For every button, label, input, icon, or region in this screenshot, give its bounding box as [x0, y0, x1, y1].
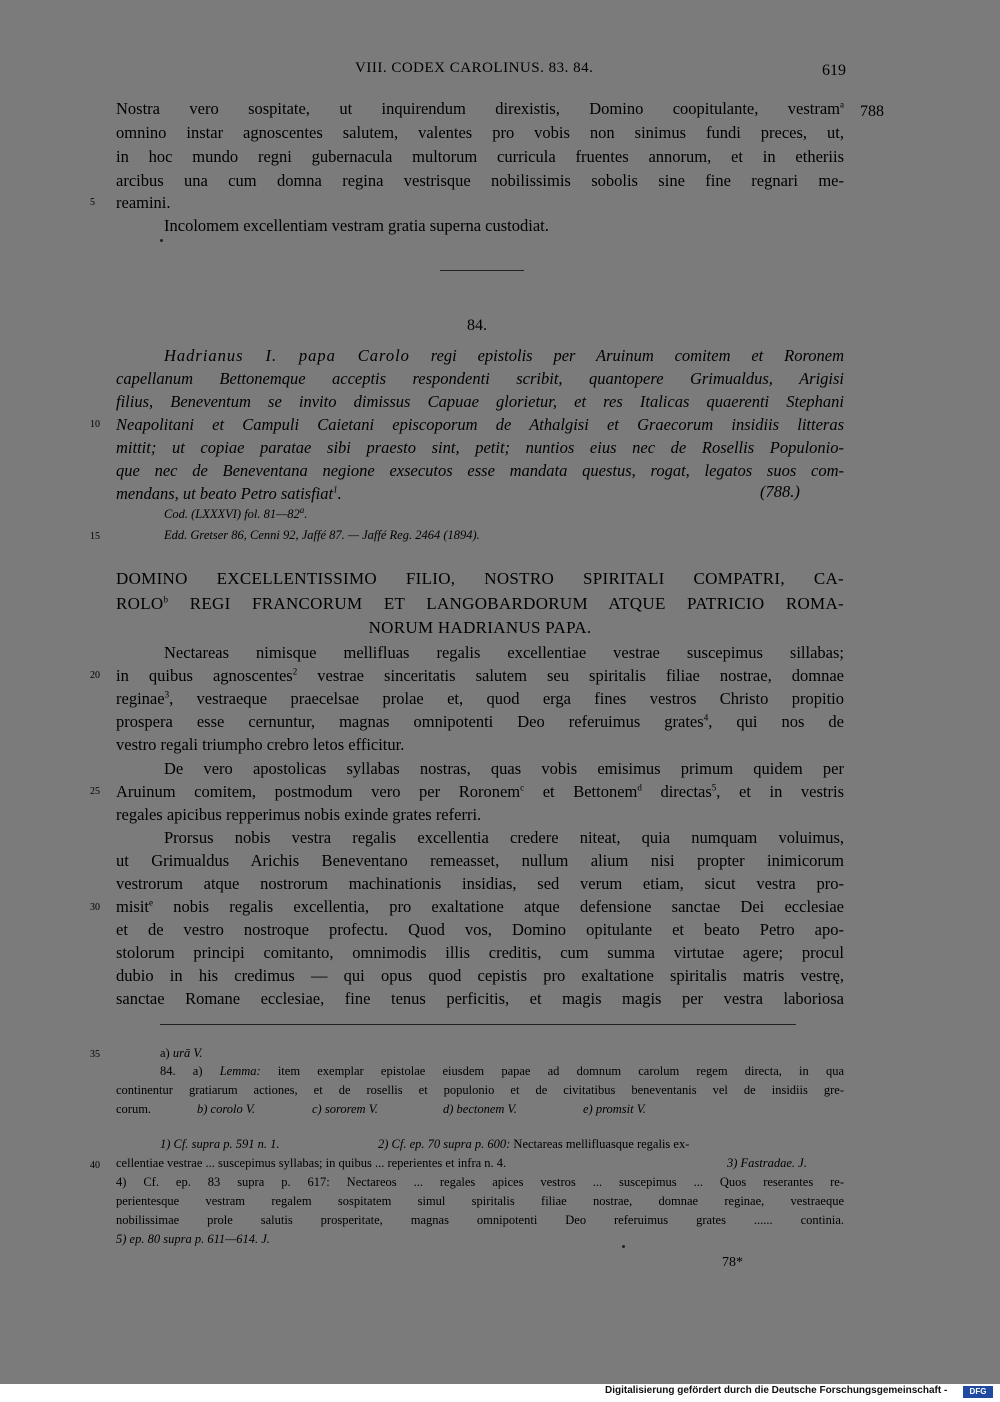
footnote-84-line-3: corum. [116, 1102, 152, 1116]
editions-reference: Edd. Gretser 86, Cenni 92, Jaffé 87. — Jaffé Reg. 2464 (1894). [164, 528, 480, 542]
body-line-10: ut Grimualdus Arichis Beneventano remeasset, nullum alium nisi propter inimicorum [116, 851, 844, 870]
reference-1: 1) Cf. supra p. 591 n. 1. [160, 1137, 280, 1151]
page-number: 619 [822, 62, 846, 79]
letter-address-line-2: ROLO$^b$ REGI FRANCORUM ET LANGOBARDORUM ATQUE PATRICIO ROMA- [116, 594, 844, 613]
footnote-a: a) urā V. [160, 1046, 203, 1060]
summary-line-2: capellanum Bettonemque acceptis respondenti scribit, quantopere Grimualdus, Arigisi [116, 369, 844, 388]
speck [160, 239, 163, 242]
reference-5: 5) ep. 80 supra p. 611—614. J. [116, 1232, 270, 1246]
summary-line-4: Neapolitani et Campuli Caietani episcoporum de Athalgisi et Graecorum insidiis litteras [116, 415, 844, 434]
running-header: VIII. CODEX CAROLINUS. 83. 84. [355, 60, 594, 76]
footnote-c: c) sororem V. [312, 1102, 378, 1116]
intro-line-1: Nostra vero sospitate, ut inquirendum direxistis, Domino coopitulante, vestram$^a$ [116, 99, 844, 118]
letter-address-line-1: DOMINO EXCELLENTISSIMO FILIO, NOSTRO SPIRITALI COMPATRI, CA- [116, 569, 844, 588]
summary-date: (788.) [760, 482, 800, 501]
summary-line-3: filius, Beneventum se invito dimissus Capuae glorietur, et res Italicas quaerenti Stephani [116, 392, 844, 411]
body-line-3: reginae$^3$, vestraeque praecelsae prolae et, quod erga fines vestros Christo propitio [116, 689, 844, 708]
line-number: 15 [90, 531, 100, 542]
footnote-d: d) bectonem V. [443, 1102, 517, 1116]
body-line-5: vestro regali triumpho crebro letos efficitur. [116, 735, 405, 754]
line-number: 10 [90, 419, 100, 430]
footnote-b: b) corolo V. [197, 1102, 255, 1116]
intro-line-5: reamini. [116, 193, 171, 212]
document-number: 84. [467, 317, 487, 334]
body-line-12: misit$^e$ nobis regalis excellentia, pro exaltatione atque defensione sanctae Dei ecclesiae [116, 897, 844, 916]
body-line-2: in quibus agnoscentes$^2$ vestrae sinceritatis salutem seu spiritalis filiae nostrae, domnae [116, 666, 844, 685]
body-line-4: prospera esse cernuntur, magnas omnipotenti Deo referuimus grates$^4$, qui nos de [116, 712, 844, 731]
intro-line-4: arcibus una cum domna regina vestrisque nobilissimis sobolis sine fine regnari me- [116, 171, 844, 190]
body-line-15: dubio in his credimus — qui opus quod cepistis pro exaltatione spiritalis matris vestrę, [116, 966, 844, 985]
intro-line-3: in hoc mundo regni gubernacula multorum curricula fruentes annorum, et in etheriis [116, 147, 844, 166]
body-line-11: vestrorum atque nostrorum machinationis insidias, sed verum etiam, sicut vestra pro- [116, 874, 844, 893]
footnote-84-line-1: 84. a) Lemma: item exemplar epistolae eiusdem papae ad domnum carolum regem directa, in qua [160, 1064, 844, 1078]
footnote-84-line-2: continentur gratiarum actiones, et de rosellis et populonio et de civitatibus beneventanis vel de insidiis gre- [116, 1083, 844, 1097]
line-number: 30 [90, 902, 100, 913]
line-number: 20 [90, 670, 100, 681]
speck [622, 1245, 625, 1248]
funding-notice: Digitalisierung gefördert durch die Deutsche Forschungsgemeinschaft - [605, 1385, 948, 1396]
summary-line-5: mittit; ut copiae paratae sibi praesto sint, petit; nuntios eius nec de Rosellis Populonio- [116, 438, 844, 457]
body-line-6: De vero apostolicas syllabas nostras, quas vobis emisimus primum quidem per [164, 759, 844, 778]
reference-4-line-1: 4) Cf. ep. 83 supra p. 617: Nectareos ... regales apices vestros ... suscepimus ... Quos reserantes re- [116, 1175, 844, 1189]
dfg-logo-icon: DFG [963, 1386, 993, 1398]
body-line-1: Nectareas nimisque mellifluas regalis excellentiae vestrae suscepimus sillabas; [164, 643, 844, 662]
letter-address-line-3: NORUM HADRIANUS PAPA. [368, 618, 592, 637]
separator-rule [440, 270, 524, 271]
body-line-7: Aruinum comitem, postmodum vero per Roronem$^c$ et Bettonem$^d$ directas$^5$, et in vestris [116, 782, 844, 801]
reference-4-line-3: nobilissimae prole salutis prosperitate, magnas omnipotenti Deo referuimus grates ...... continia. [116, 1213, 844, 1227]
margin-year: 788 [860, 103, 884, 120]
reference-4-line-2: perientesque vestram regalem sospitatem simul spiritalis filiae nostrae, domnae reginae, vestraeque [116, 1194, 844, 1208]
intro-line-6: Incolomem excellentiam vestram gratia superna custodiat. [164, 216, 549, 235]
signature-mark: 78* [722, 1255, 743, 1270]
reference-2-line-2: cellentiae vestrae ... suscepimus syllabas; in quibus ... reperientes et infra n. 4. [116, 1156, 507, 1170]
reference-3: 3) Fastradae. J. [727, 1156, 807, 1170]
body-line-16: sanctae Romane ecclesiae, fine tenus perficitis, et magis magis per vestra laboriosa [116, 989, 844, 1008]
summary-line-6: que nec de Beneventana negione exsecutos esse mandata questus, rogat, legatos suos com- [116, 461, 844, 480]
intro-line-2: omnino instar agnoscentes salutem, valentes pro vobis non sinimus fundi preces, ut, [116, 123, 844, 142]
line-number: 5 [90, 197, 95, 208]
line-number: 25 [90, 786, 100, 797]
line-number: 40 [90, 1160, 100, 1171]
reference-2: 2) Cf. ep. 70 supra p. 600: Nectareas mellifluasque regalis ex- [378, 1137, 690, 1151]
body-line-9: Prorsus nobis vestra regalis excellentia credere niteat, quia numquam voluimus, [164, 828, 844, 847]
body-line-8: regales apicibus repperimus nobis exinde grates referri. [116, 805, 482, 824]
footnote-rule [160, 1024, 796, 1025]
line-number: 35 [90, 1049, 100, 1060]
summary-line-7: mendans, ut beato Petro satisfiat$^1$. [116, 484, 342, 503]
body-line-13: et de vestro nostroque profectu. Quod vos, Domino opitulante et beato Petro apo- [116, 920, 844, 939]
footnote-e: e) promsit V. [583, 1102, 646, 1116]
codex-reference: Cod. (LXXXVI) fol. 81—82$^a$. [164, 504, 308, 521]
summary-line-1: Hadrianus I. papa Carolo regi epistolis per Aruinum comitem et Roronem [164, 346, 844, 365]
body-line-14: stolorum principi comitanto, omnimodis illis creditis, cum summa virtutae agere; procul [116, 943, 844, 962]
